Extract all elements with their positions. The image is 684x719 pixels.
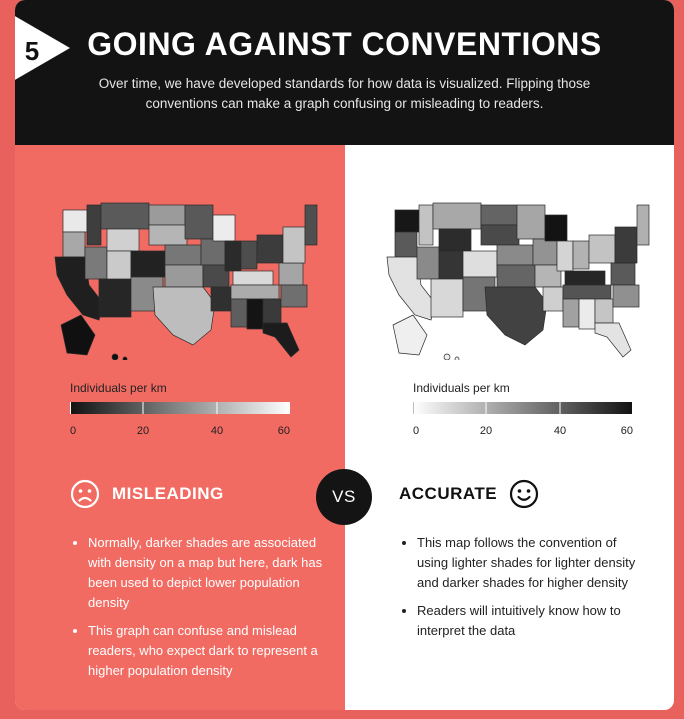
map-state bbox=[463, 251, 497, 277]
us-map-misleading bbox=[43, 175, 318, 360]
map-state bbox=[233, 271, 273, 285]
map-state bbox=[153, 287, 215, 345]
map-state bbox=[563, 285, 611, 299]
step-number: 5 bbox=[24, 36, 40, 66]
map-state bbox=[431, 279, 463, 317]
map-state bbox=[395, 232, 417, 257]
legend-misleading bbox=[70, 381, 295, 441]
map-state bbox=[283, 227, 305, 263]
map-state bbox=[481, 225, 519, 245]
map-state bbox=[241, 241, 257, 269]
list-item: • Normally, darker shades are associated with density on a map but here, dark has been used to depict lower population density bbox=[88, 533, 336, 613]
misleading-heading bbox=[70, 479, 224, 509]
vs-badge: VS bbox=[316, 469, 372, 525]
map-state bbox=[165, 245, 201, 265]
map-state bbox=[517, 205, 545, 239]
misleading-bullets bbox=[70, 533, 336, 689]
map-state bbox=[231, 299, 247, 327]
legend-tick: 40 bbox=[210, 425, 224, 437]
accurate-title: ACCURATE bbox=[399, 484, 498, 503]
map-states bbox=[55, 203, 317, 360]
map-state bbox=[395, 210, 419, 232]
accurate-heading bbox=[399, 479, 539, 509]
misleading-title: MISLEADING bbox=[112, 484, 224, 503]
map-state bbox=[439, 251, 463, 281]
map-state bbox=[595, 323, 631, 357]
map-state bbox=[393, 315, 427, 355]
map-state bbox=[419, 205, 433, 245]
map-state bbox=[497, 265, 535, 287]
map-state bbox=[201, 239, 225, 265]
legend-tick: 0 bbox=[70, 425, 77, 437]
map-state bbox=[63, 232, 85, 257]
map-state bbox=[231, 285, 279, 299]
legend-ticks bbox=[413, 425, 633, 441]
map-state bbox=[149, 205, 185, 225]
map-state bbox=[433, 203, 481, 229]
map-state bbox=[112, 354, 118, 360]
map-state bbox=[85, 247, 107, 279]
legend-tick: 20 bbox=[479, 425, 493, 437]
map-state bbox=[533, 239, 557, 265]
map-state bbox=[211, 287, 231, 311]
map-state bbox=[101, 203, 149, 229]
page-title: GOING AGAINST CONVENTIONS bbox=[87, 26, 602, 62]
map-state bbox=[247, 299, 263, 329]
map-state bbox=[87, 205, 101, 245]
map-state bbox=[305, 205, 317, 245]
list-item: • Readers will intuitively know how to interpret the data bbox=[417, 601, 647, 641]
legend-tick: 0 bbox=[413, 425, 420, 437]
map-state bbox=[107, 251, 131, 281]
legend-tick: 60 bbox=[277, 425, 290, 437]
map-state bbox=[543, 287, 563, 311]
legend-gradient-bar bbox=[413, 402, 633, 414]
map-state bbox=[613, 285, 639, 307]
list-item: • This graph can confuse and mislead readers, who expect dark to represent a higher population density bbox=[88, 621, 336, 681]
map-state bbox=[263, 323, 299, 357]
legend-ticks bbox=[70, 425, 290, 441]
map-state bbox=[107, 229, 139, 251]
map-state bbox=[444, 354, 450, 360]
legend-title: Individuals per km bbox=[413, 381, 510, 395]
map-state bbox=[595, 299, 613, 323]
map-state bbox=[497, 245, 533, 265]
map-state bbox=[545, 215, 567, 241]
map-state bbox=[417, 247, 439, 279]
map-state bbox=[99, 279, 131, 317]
accurate-bullets bbox=[399, 533, 647, 649]
map-state bbox=[573, 241, 589, 269]
legend-gradient-bar bbox=[70, 402, 290, 414]
map-state bbox=[579, 299, 595, 329]
legend-tick: 60 bbox=[620, 425, 633, 437]
us-map-accurate bbox=[375, 175, 650, 360]
header bbox=[15, 0, 674, 145]
page-subtitle: Over time, we have developed standards for how data is visualized. Flipping those conventions can make a graph confusing or misleading to readers. bbox=[98, 76, 591, 111]
map-state bbox=[439, 229, 471, 251]
map-state bbox=[123, 357, 127, 360]
infographic-card bbox=[15, 0, 674, 710]
map-state bbox=[185, 205, 213, 239]
map-state bbox=[63, 210, 87, 232]
map-state bbox=[455, 357, 459, 360]
map-state bbox=[149, 225, 187, 245]
misleading-panel bbox=[15, 145, 345, 710]
map-state bbox=[557, 241, 573, 271]
map-state bbox=[281, 285, 307, 307]
map-state bbox=[225, 241, 241, 271]
legend-accurate bbox=[413, 381, 638, 441]
map-state bbox=[279, 263, 303, 285]
accurate-panel bbox=[345, 145, 674, 710]
list-item: • This map follows the convention of using lighter shades for lighter density and darker shades for higher density bbox=[417, 533, 647, 593]
map-state bbox=[131, 251, 165, 277]
map-state bbox=[213, 215, 235, 241]
legend-tick: 40 bbox=[553, 425, 567, 437]
map-state bbox=[263, 299, 281, 323]
legend-title: Individuals per km bbox=[70, 381, 167, 395]
map-state bbox=[565, 271, 605, 285]
map-state bbox=[637, 205, 649, 245]
sad-face-icon bbox=[70, 479, 100, 509]
map-state bbox=[615, 227, 637, 263]
happy-face-icon bbox=[509, 479, 539, 509]
map-states bbox=[387, 203, 649, 360]
map-state bbox=[611, 263, 635, 285]
map-state bbox=[165, 265, 203, 287]
map-state bbox=[563, 299, 579, 327]
map-state bbox=[589, 235, 615, 263]
map-state bbox=[485, 287, 547, 345]
map-state bbox=[61, 315, 95, 355]
legend-tick: 20 bbox=[136, 425, 150, 437]
map-state bbox=[481, 205, 517, 225]
map-state bbox=[257, 235, 283, 263]
